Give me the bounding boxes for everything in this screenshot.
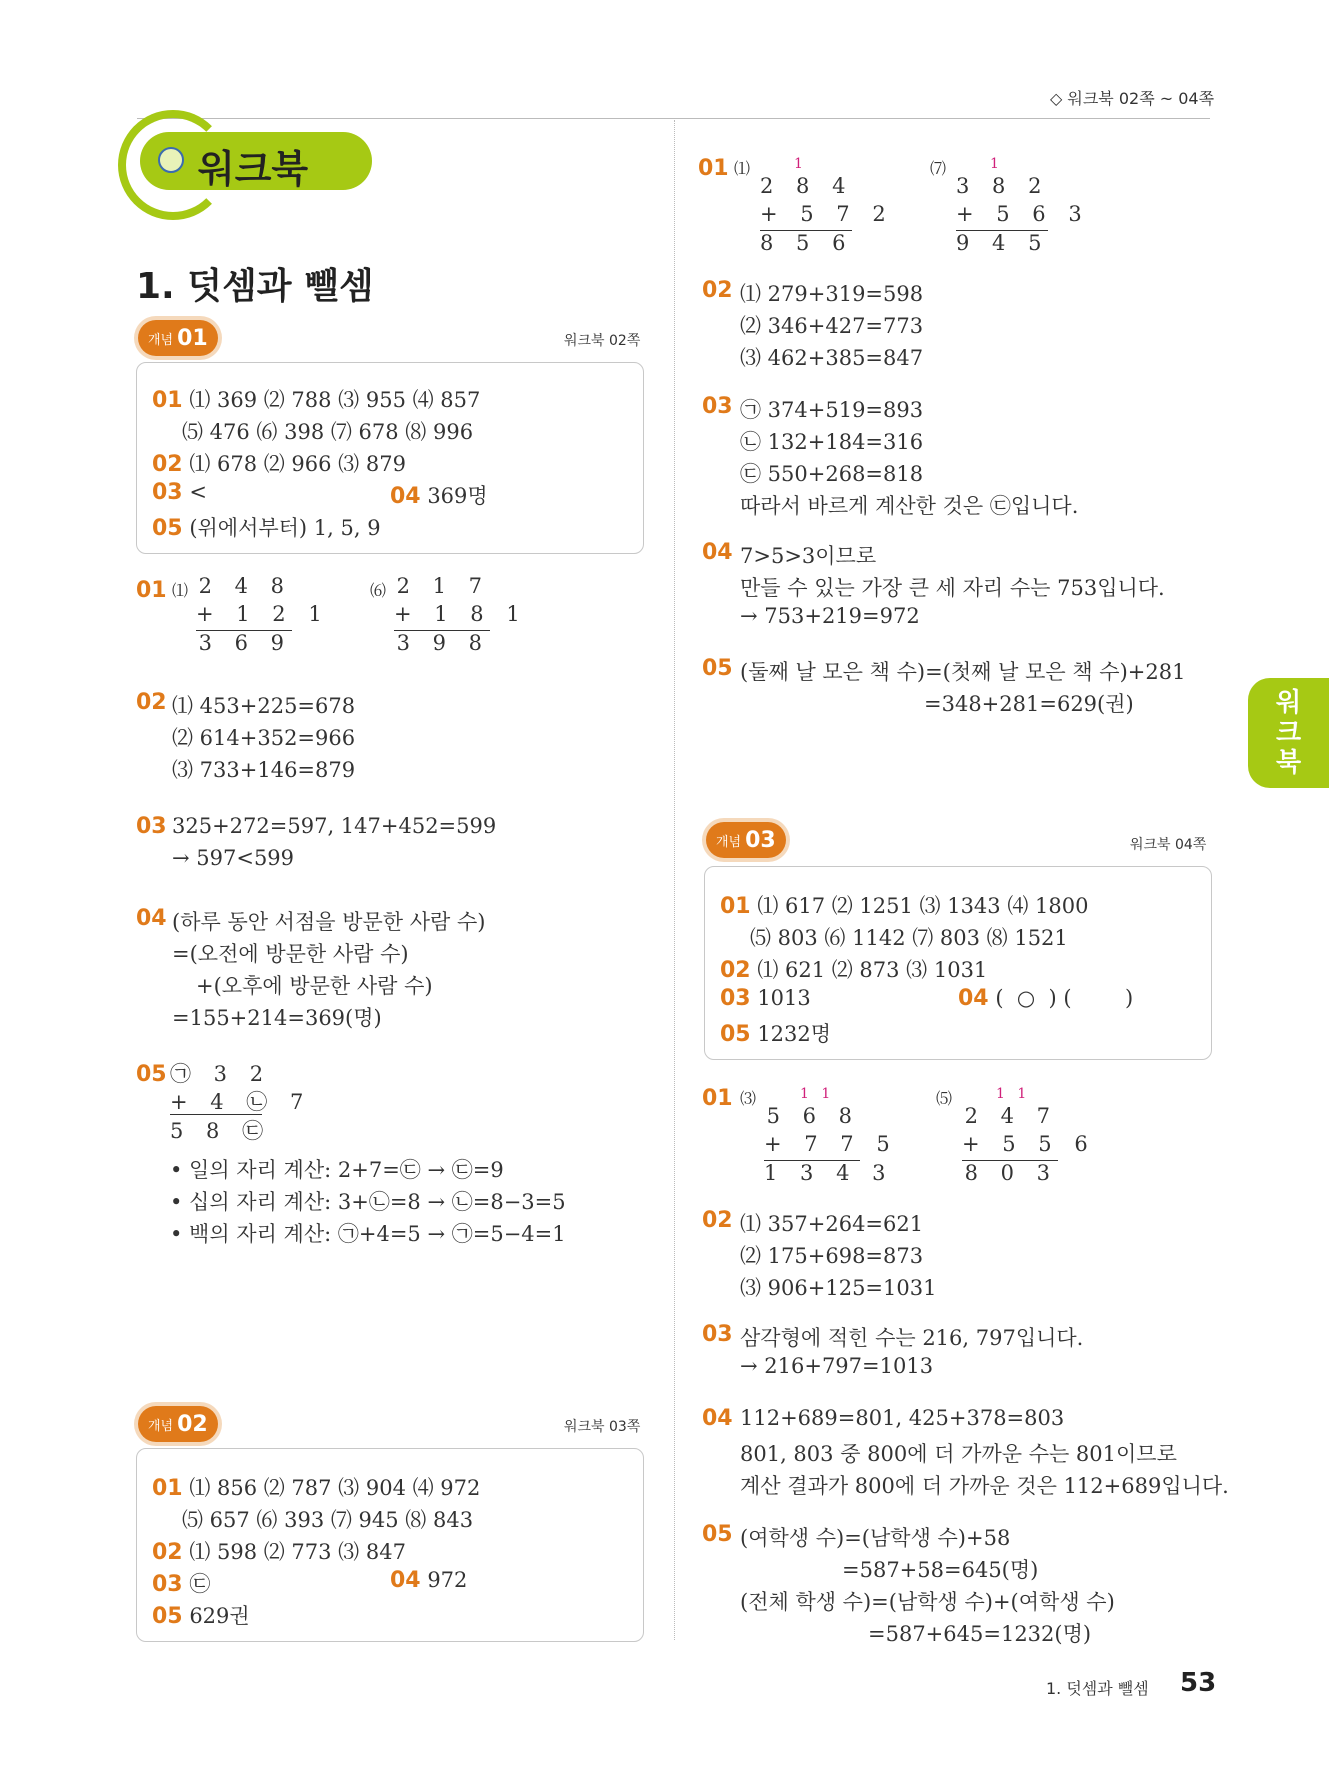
answer-line: 325+272=597, 147+452=599 [172,814,497,838]
bullet-line: • 일의 자리 계산: 2+7=㉢ → ㉢=9 [170,1158,504,1182]
answer-line: ⑵ 175+698=873 [740,1244,924,1268]
question-number: 01 [698,156,729,181]
item-number: 02 [720,958,751,983]
answer-line: ⑴ 453+225=678 [172,694,356,718]
bullet-line: • 십의 자리 계산: 3+㉡=8 → ㉡=8−3=5 [170,1190,566,1214]
sum: 3 9 8 [394,630,490,659]
summary-line [152,384,480,414]
summary-line [720,890,1088,920]
addend-top: 3 8 2 [956,174,1050,198]
addend-top: 2 1 7 [396,574,490,598]
answer-line: ㉢ 550+268=818 [740,462,924,486]
addend-bottom: + 1 8 1 [394,602,528,626]
answer-line: ⑶ 462+385=847 [740,346,924,370]
bullet-line: • 백의 자리 계산: ㉠+4=5 → ㉠=5−4=1 [170,1222,566,1246]
badge-label: 개념 [716,834,742,850]
item-number: 04 [390,484,421,509]
item-number: 05 [720,1022,751,1047]
item-number: 03 [152,480,183,505]
item-text: (위에서부터) 1, 5, 9 [189,516,381,540]
item-number: 02 [152,452,183,477]
summary-line [152,448,406,478]
item-number: 04 [958,986,989,1011]
workbook-page-ref: 워크북 03쪽 [564,1419,641,1435]
column-divider [674,120,675,1640]
concept-badge-02 [138,1406,218,1442]
vertical-addition [764,1104,898,1189]
answer-line: (전체 학생 수)=(남학생 수)+(여학생 수) [740,1590,1115,1614]
answer-line: +(오후에 방문한 사람 수) [196,974,433,998]
concept-badge-03 [706,822,786,858]
addend-top: 2 8 4 [760,174,854,198]
summary-line [152,1568,210,1598]
item-number: 01 [152,1476,183,1501]
item-number: 04 [390,1568,421,1593]
item-text: ⑸ 803 ⑹ 1142 ⑺ 803 ⑻ 1521 [750,926,1068,950]
answer-line: ㉠ 374+519=893 [740,398,924,422]
side-tab-char: 북 [1275,748,1302,778]
sum: 8 0 3 [962,1160,1058,1189]
item-text: ⑴ 856 ⑵ 787 ⑶ 904 ⑷ 972 [189,1476,481,1500]
item-text: 369명 [427,484,488,508]
sum: 8 5 6 [760,230,852,259]
item-text: ⑴ 369 ⑵ 788 ⑶ 955 ⑷ 857 [189,388,481,412]
answer-line: ⑴ 357+264=621 [740,1212,924,1236]
addend-bottom: + 5 5 6 [962,1132,1096,1156]
sub-label: ⑺ [930,159,947,178]
question-number: 02 [136,690,167,715]
question-number: 01 [136,578,167,603]
answer-line: ⑵ 614+352=966 [172,726,356,750]
carry-digit: 1 1 [800,1086,835,1102]
item-text: ( ○ ) ( ) [995,986,1134,1010]
answer-line: =(오전에 방문한 사람 수) [172,942,409,966]
vertical-addition [962,1104,1096,1189]
item-text: ⑸ 476 ⑹ 398 ⑺ 678 ⑻ 996 [182,420,474,444]
answer-line: =348+281=629(권) [924,692,1134,716]
answer-line: =587+645=1232(명) [868,1622,1092,1646]
vertical-addition [170,1058,312,1143]
item-text: ⑴ 598 ⑵ 773 ⑶ 847 [189,1540,406,1564]
addend-bottom: + 4 ㉡ 7 [170,1090,312,1114]
sum: 5 8 ㉢ [170,1114,262,1143]
addend-bottom: + 5 7 2 [760,202,894,226]
side-tab-char: 크 [1275,718,1302,748]
item-text: ⑴ 621 ⑵ 873 ⑶ 1031 [757,958,988,982]
summary-line [152,512,381,542]
answer-line: (하루 동안 서점을 방문한 사람 수) [172,910,486,934]
page-range-header: ◇ 워크북 02쪽 ~ 04쪽 [1050,89,1215,108]
sub-label: ⑴ [734,159,751,178]
item-text: ㉢ [189,1572,211,1596]
item-text: 1232명 [757,1022,832,1046]
item-text: 1013 [757,986,811,1010]
item-number: 02 [152,1540,183,1565]
page-number: 53 [1180,1668,1217,1698]
summary-line [152,1472,480,1502]
sum: 3 6 9 [196,630,292,659]
answer-line: → 216+797=1013 [740,1354,934,1378]
question-number: 04 [702,540,733,565]
sub-label: ⑸ [936,1089,953,1108]
answer-line: ⑵ 346+427=773 [740,314,924,338]
answer-line: → 597<599 [172,846,295,870]
side-tab-char: 워 [1275,688,1302,718]
answer-line: → 753+219=972 [740,604,920,628]
item-number: 01 [152,388,183,413]
answer-line: 만들 수 있는 가장 큰 세 자리 수는 753입니다. [740,576,1165,600]
badge-number: 01 [177,325,208,351]
question-number: 05 [702,656,733,681]
answer-line: 따라서 바르게 계산한 것은 ㉢입니다. [740,494,1079,518]
summary-line [152,1536,406,1566]
answer-line: 112+689=801, 425+378=803 [740,1406,1065,1430]
item-number: 05 [152,516,183,541]
badge-label: 개념 [148,1418,174,1434]
vertical-addition [196,574,330,659]
summary-line [720,954,987,984]
workbook-logo [118,110,378,220]
answer-line: (여학생 수)=(남학생 수)+58 [740,1526,1011,1550]
addend-bottom: + 1 2 1 [196,602,330,626]
logo-text: 워크북 [198,147,309,191]
item-text: 629권 [189,1604,250,1628]
badge-number: 03 [745,827,776,853]
answer-line: 삼각형에 적힌 수는 216, 797입니다. [740,1326,1084,1350]
summary-line [182,1504,473,1534]
answer-line: 계산 결과가 800에 더 가까운 것은 112+689입니다. [740,1474,1229,1498]
footer-chapter: 1. 덧셈과 뺄셈 [1046,1679,1149,1698]
question-number: 02 [702,278,733,303]
question-number: 05 [702,1522,733,1547]
badge-label: 개념 [148,332,174,348]
workbook-side-tab [1248,678,1329,788]
item-text: ⑸ 657 ⑹ 393 ⑺ 945 ⑻ 843 [182,1508,474,1532]
item-text: ⑴ 678 ⑵ 966 ⑶ 879 [189,452,406,476]
item-number: 03 [152,1572,183,1597]
item-number: 01 [720,894,751,919]
question-number: 05 [136,1062,167,1087]
addend-bottom: + 7 7 5 [764,1132,898,1156]
summary-line [152,480,207,505]
workbook-page-ref: 워크북 04쪽 [1130,837,1207,853]
summary-line [720,986,811,1011]
addend-top: ㉠ 3 2 [170,1062,272,1086]
carry-digit: 1 1 [996,1086,1031,1102]
addend-bottom: + 5 6 3 [956,202,1090,226]
answer-line: ⑶ 906+125=1031 [740,1276,937,1300]
vertical-addition [760,174,894,259]
sum: 9 4 5 [956,230,1048,259]
answer-line: ㉡ 132+184=316 [740,430,924,454]
question-number: 01 [702,1086,733,1111]
workbook-page-ref: 워크북 02쪽 [564,333,641,349]
summary-line [750,922,1068,952]
answer-line: ⑶ 733+146=879 [172,758,356,782]
sub-label: ⑶ [740,1089,757,1108]
question-number: 02 [702,1208,733,1233]
item-number: 05 [152,1604,183,1629]
sub-label: ⑴ [172,581,189,600]
answer-line: =155+214=369(명) [172,1006,382,1030]
badge-number: 02 [177,1411,208,1437]
concept-badge-01 [138,320,218,356]
question-number: 04 [136,906,167,931]
answer-line: (둘째 날 모은 책 수)=(첫째 날 모은 책 수)+281 [740,660,1186,684]
summary-line [182,416,473,446]
item-text: 972 [427,1568,468,1592]
question-number: 03 [702,1322,733,1347]
summary-line [390,1568,467,1593]
item-text: < [189,480,207,504]
logo-circle-icon [158,147,184,173]
chapter-title: 1. 덧셈과 뺄셈 [136,266,374,307]
vertical-addition [394,574,528,659]
summary-line [152,1600,250,1630]
addend-top: 5 6 8 [766,1104,860,1128]
addend-top: 2 4 7 [964,1104,1058,1128]
summary-line [958,986,1133,1011]
summary-line [720,1018,831,1048]
addend-top: 2 4 8 [198,574,292,598]
question-number: 03 [702,394,733,419]
answer-line: 801, 803 중 800에 더 가까운 수는 801이므로 [740,1442,1177,1466]
question-number: 03 [136,814,167,839]
answer-line: =587+58=645(명) [842,1558,1039,1582]
sub-label: ⑹ [370,581,387,600]
sum: 1 3 4 3 [764,1160,860,1189]
question-number: 04 [702,1406,733,1431]
answer-line: ⑴ 279+319=598 [740,282,924,306]
answer-line: 7>5>3이므로 [740,544,877,568]
carry-digit: 1 [990,156,999,172]
item-text: ⑴ 617 ⑵ 1251 ⑶ 1343 ⑷ 1800 [757,894,1089,918]
carry-digit: 1 [794,156,803,172]
vertical-addition [956,174,1090,259]
item-number: 03 [720,986,751,1011]
summary-line [390,480,488,510]
